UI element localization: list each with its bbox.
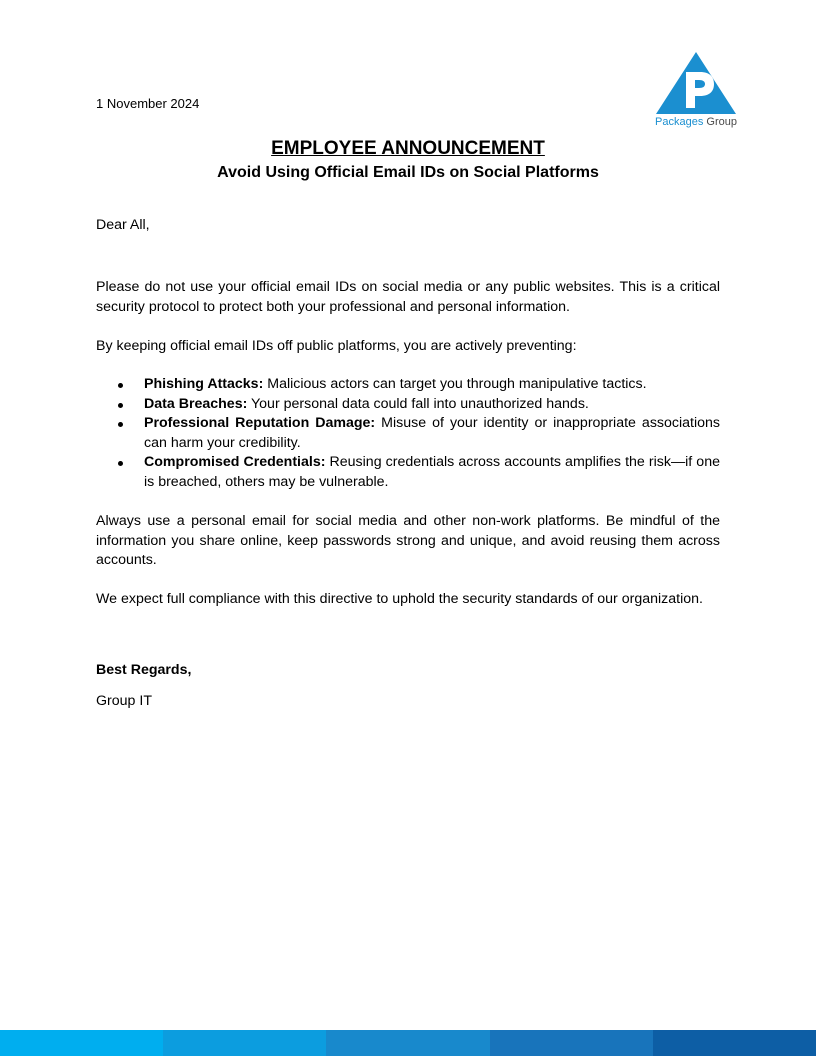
paragraph-intro: Please do not use your official email IDs on social media or any public websites. This is a critical security protocol to protect both your professional and personal information. (96, 279, 720, 315)
list-item-text: Reusing credentials across accounts amplifies the risk—if one is breached, others may be vulnerable. (144, 454, 720, 490)
list-item-text: Misuse of your identity or inappropriate associations can harm your credibility. (144, 415, 721, 451)
footer-segment (163, 1030, 326, 1056)
list-item (96, 395, 720, 415)
list-item (96, 375, 720, 395)
risk-list (96, 375, 720, 493)
list-item (96, 453, 720, 492)
salutation: Dear All, (96, 217, 150, 233)
logo-word-group: Group (703, 116, 737, 128)
list-item-term: Compromised Credentials: (144, 454, 326, 471)
list-item-text: Malicious actors can target you through manipulative tactics. (263, 376, 647, 392)
paragraph-preventing: By keeping official email IDs off public platforms, you are actively preventing: (96, 338, 577, 354)
bullet-icon (118, 461, 123, 466)
bullet-icon (118, 403, 123, 408)
signature: Group IT (96, 693, 152, 709)
bullet-icon (118, 422, 123, 427)
closing: Best Regards, (96, 662, 192, 678)
list-item-text: Your personal data could fall into unauthorized hands. (247, 395, 589, 412)
footer-segment (490, 1030, 653, 1056)
footer-segment (0, 1030, 163, 1056)
list-item-term: Phishing Attacks: (144, 376, 264, 392)
bullet-icon (118, 383, 123, 388)
letter-date: 1 November 2024 (96, 96, 200, 111)
logo-word-packages: Packages (655, 116, 704, 128)
logo-wordmark (648, 116, 744, 128)
announcement-title: EMPLOYEE ANNOUNCEMENT (271, 138, 545, 159)
paragraph-guidance: Always use a personal email for social media and other non-work platforms. Be mindful of the information you share online, keep passwords strong and unique, and avoid reusing them across accounts. (96, 513, 720, 569)
list-item-term: Professional Reputation Damage: (144, 415, 376, 432)
footer-segment (326, 1030, 489, 1056)
packages-logo-icon (648, 50, 744, 116)
company-logo (648, 50, 744, 134)
paragraph-compliance: We expect full compliance with this directive to uphold the security standards of our organization. (96, 591, 703, 607)
announcement-subtitle: Avoid Using Official Email IDs on Social Platforms (217, 164, 599, 181)
list-item (96, 414, 720, 453)
footer-color-bar (0, 1030, 816, 1056)
footer-segment (653, 1030, 816, 1056)
list-item-term: Data Breaches: (144, 395, 248, 412)
